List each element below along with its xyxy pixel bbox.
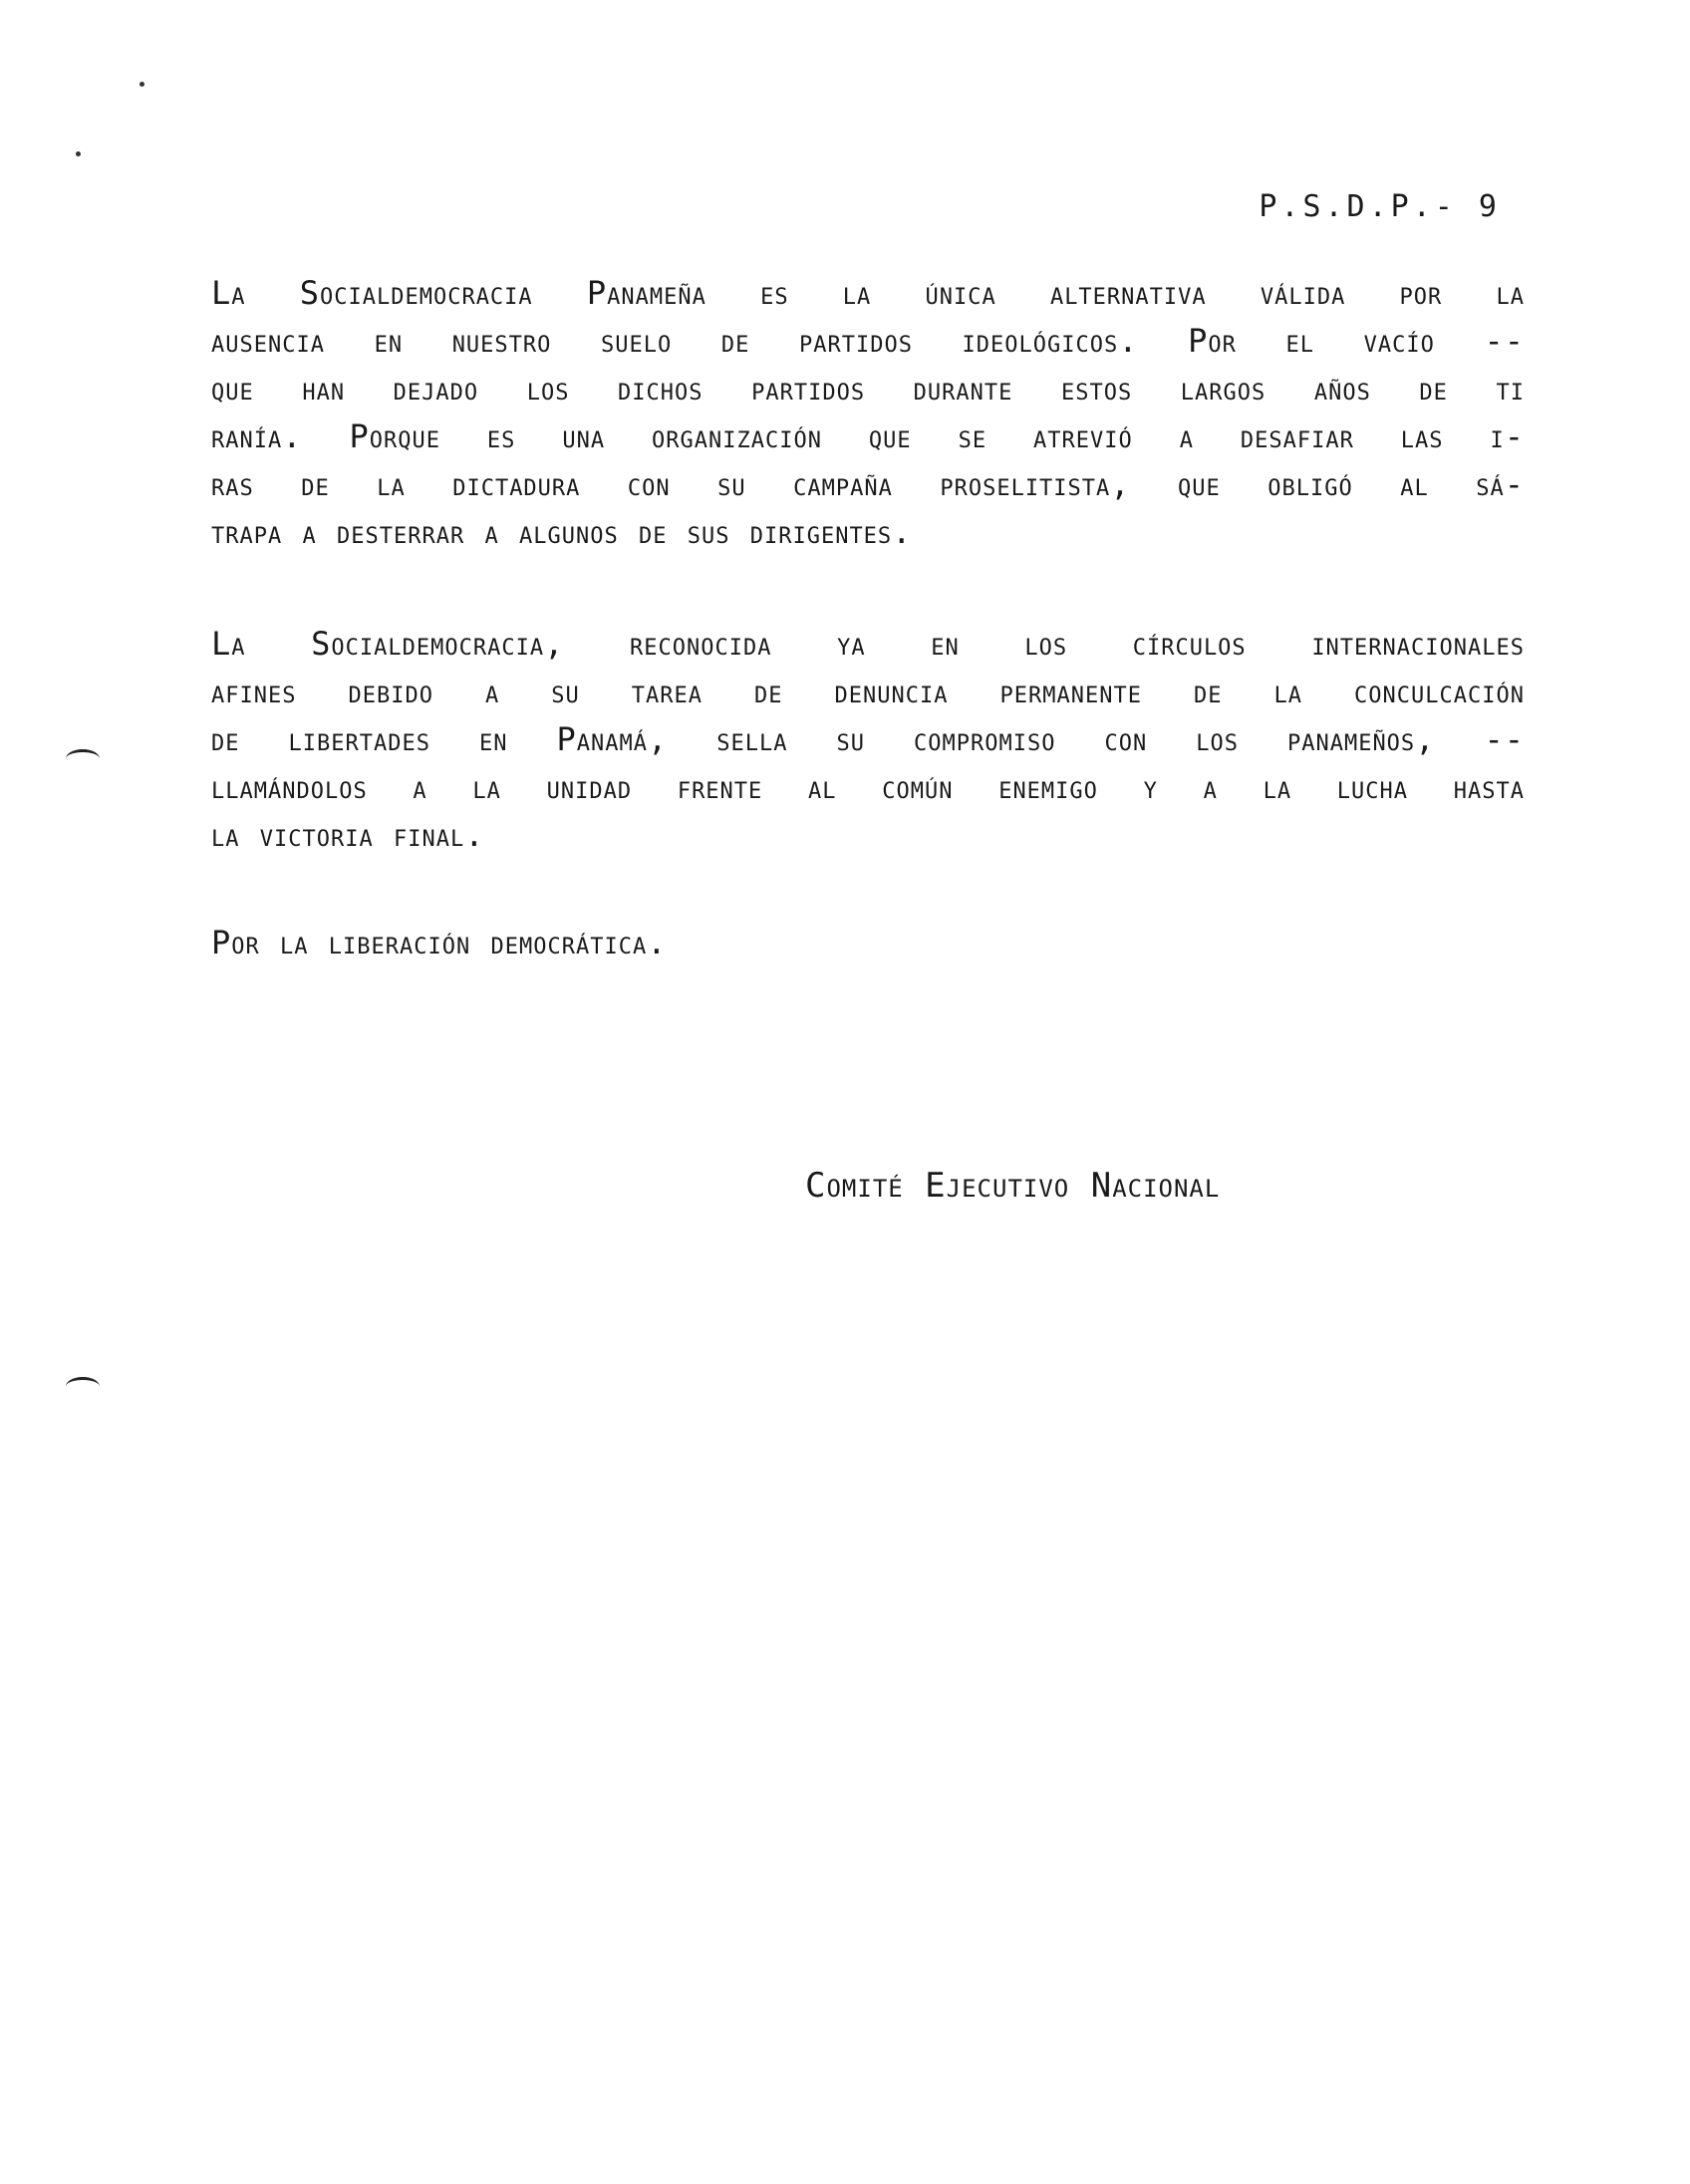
text-line: llamándolos a la unidad frente al común enemigo y a la lucha hasta (211, 768, 1525, 806)
page-number: P.S.D.P.- 9 (1259, 189, 1501, 224)
text-line: afines debido a su tarea de denuncia permanente de la conculcación (211, 673, 1525, 710)
scan-mark (66, 749, 100, 768)
scan-speck (140, 82, 144, 87)
signature-line: Comité Ejecutivo Nacional (805, 1166, 1221, 1206)
text-line: que han dejado los dichos partidos durante estos largos años de ti (211, 370, 1525, 408)
paragraph-1 (211, 269, 1525, 556)
text-line: La Socialdemocracia, reconocida ya en los círculos internacionales (211, 625, 1525, 663)
scan-speck (76, 151, 81, 156)
text-line: La Socialdemocracia Panameña es la única alternativa válida por la (211, 274, 1525, 312)
text-line: Por la liberación democrática. (211, 924, 668, 961)
scan-mark (66, 1377, 100, 1396)
text-line: ras de la dictadura con su campaña proselitista, que obligó al sá- (211, 465, 1525, 503)
paragraph-3 (211, 919, 1525, 966)
text-line: ranía. Porque es una organización que se atrevió a desafiar las i- (211, 417, 1525, 455)
paragraph-2 (211, 620, 1525, 859)
text-line: de libertades en Panamá, sella su compromiso con los panameños, -- (211, 720, 1525, 758)
text-line: trapa a desterrar a algunos de sus dirigentes. (211, 513, 913, 551)
text-line: ausencia en nuestro suelo de partidos ideológicos. Por el vacío -- (211, 322, 1525, 360)
text-line: la victoria final. (211, 816, 485, 854)
